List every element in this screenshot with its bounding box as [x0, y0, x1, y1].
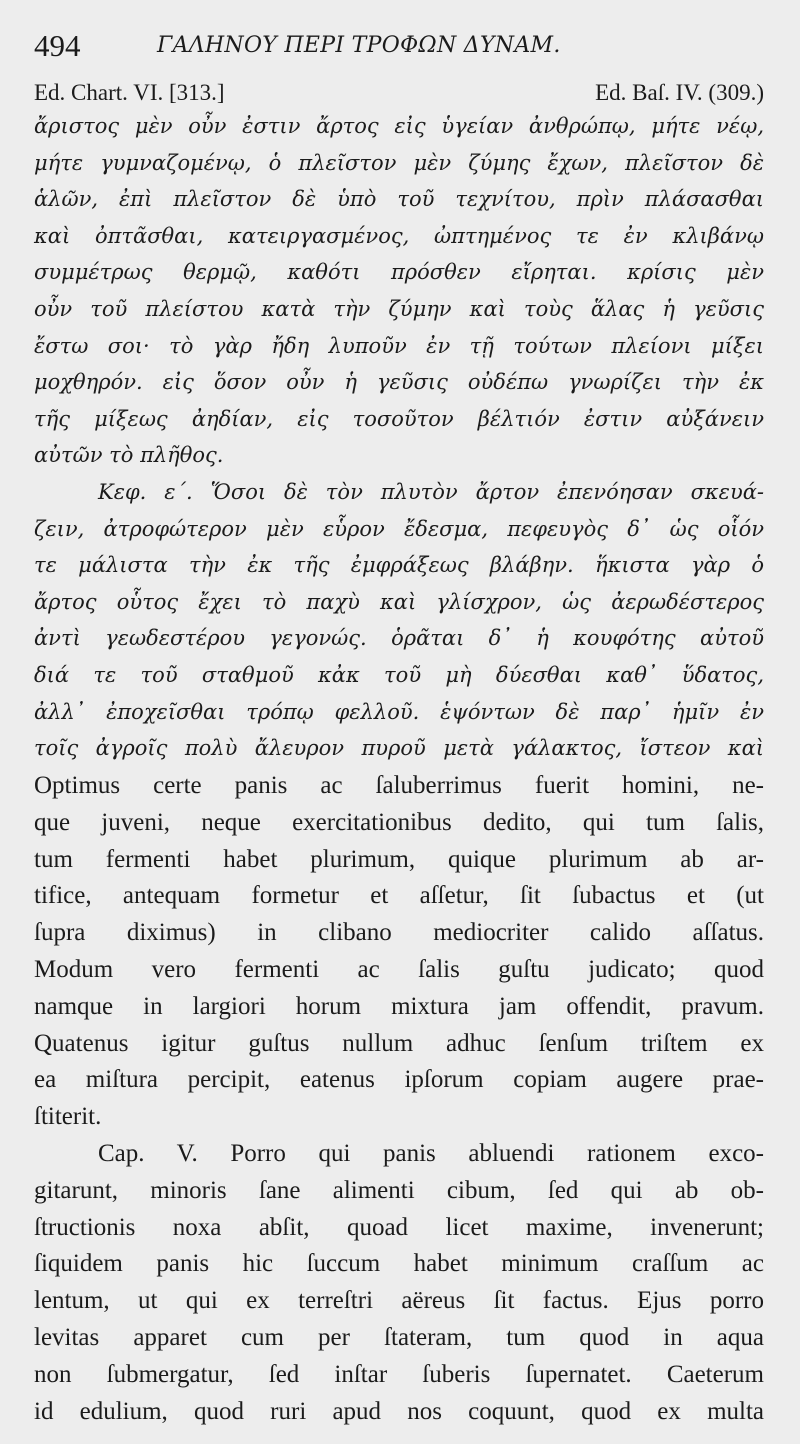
greek-line: διά τε τοῦ σταθμοῦ κἀκ τοῦ μὴ δύεσθαι καθ᾽ ὕδατος, [34, 662, 764, 687]
greek-line: ἄρτος οὗτος ἔχει τὸ παχὺ καὶ γλίσχρον, ὡς ἀερωδέστερος [34, 589, 764, 614]
edition-basel-reference: Ed. Baſ. IV. (309.) [595, 80, 764, 105]
greek-line: τοῖς ἀγροῖς πολὺ ἄλευρον πυροῦ μετὰ γάλακτος, ἴστεον καὶ [34, 736, 764, 761]
latin-line: lentum, ut qui ex terreſtri aëreus ſit factus. Ejus porro [34, 1287, 764, 1315]
latin-chapter-heading-line: Cap. V. Porro qui panis abluendi rationem exco- [98, 1139, 764, 1167]
greek-line: ἀντὶ γεωδεστέρου γεγονώς. ὁρᾶται δ᾽ ἡ κουφότης αὐτοῦ [34, 626, 764, 651]
greek-line: τε μάλιστα τὴν ἐκ τῆς ἐμφράξεως βλάβην. ἥκιστα γὰρ ὁ [34, 553, 764, 578]
page-header [34, 28, 764, 64]
greek-line: καὶ ὀπτᾶσθαι, κατειργασμένος, ὠπτημένος τε ἐν κλιβάνῳ [34, 223, 764, 248]
greek-chapter-heading-line: Κεφ. ε΄. Ὅσοι δὲ τὸν πλυτὸν ἄρτον ἐπενόησαν σκευά- [98, 479, 764, 504]
latin-line: ſtructionis noxa abſit, quoad licet maxime, invenerunt; [34, 1213, 764, 1241]
latin-line: ea miſtura percipit, eatenus ipſorum copiam augere prae- [34, 1066, 764, 1094]
greek-line: μοχθηρόν. εἰς ὅσον οὖν ἡ γεῦσις οὐδέπω γνωρίζει τὴν ἐκ [34, 370, 764, 395]
latin-line: levitas apparet cum per ſtateram, tum quod in aqua [34, 1323, 764, 1351]
latin-line: ſtiterit. [34, 1103, 102, 1131]
greek-text-block [34, 108, 764, 767]
greek-line: ἔστω σοι· τὸ γὰρ ἤδη λυποῦν ἐν τῇ τούτων πλείονι μίξει [34, 333, 764, 358]
greek-line: ζειν, ἀτροφώτερον μὲν εὗρον ἔδεσμα, πεφευγὸς δ᾽ ὡς οἷόν [34, 516, 764, 541]
edition-reference-line [34, 78, 764, 108]
greek-line: ἁλῶν, ἐπὶ πλεῖστον δὲ ὑπὸ τοῦ τεχνίτου, πρὶν πλάσασθαι [34, 187, 764, 212]
greek-line: ἀλλ᾽ ἐποχεῖσθαι τρόπῳ φελλοῦ. ἑψόντων δὲ παρ᾽ ἡμῖν ἐν [34, 699, 764, 724]
latin-line: ſiquidem panis hic ſuccum habet minimum craſſum ac [34, 1250, 764, 1278]
latin-line: id edulium, quod ruri apud nos coquunt, quod ex multa [34, 1397, 764, 1425]
greek-line: αὐτῶν τὸ πλῆθος. [34, 443, 224, 468]
latin-line: non ſubmergatur, ſed inſtar ſuberis ſupernatet. Caeterum [34, 1360, 764, 1388]
greek-line: συμμέτρως θερμῷ, καθότι πρόσθεν εἴρηται. κρίσις μὲν [34, 260, 764, 285]
latin-line: Optimus certe panis ac ſaluberrimus fuerit homini, ne- [34, 772, 764, 799]
latin-line: gitarunt, minoris ſane alimenti cibum, ſed qui ab ob- [34, 1176, 764, 1204]
greek-line: ἄριστος μὲν οὖν ἐστιν ἄρτος εἰς ὑγείαν ἀνθρώπῳ, μήτε νέῳ, [34, 114, 764, 138]
latin-line: que juveni, neque exercitationibus dedito, qui tum ſalis, [34, 808, 764, 836]
latin-line: Quatenus igitur guſtus nullum adhuc ſenſum triſtem ex [34, 1029, 764, 1057]
latin-line: tum fermenti habet plurimum, quique plurimum ab ar- [34, 845, 764, 873]
greek-line: μήτε γυμναζομένῳ, ὁ πλεῖστον μὲν ζύμης ἔχων, πλεῖστον δὲ [34, 150, 764, 175]
latin-line: ſupra diximus) in clibano mediocriter calido aſſatus. [34, 919, 764, 947]
greek-line: τῆς μίξεως ἀηδίαν, εἰς τοσοῦτον βέλτιόν ἐστιν αὐξάνειν [34, 406, 764, 431]
running-head: ΓΑΛΗΝΟΥ ΠΕΡΙ ΤΡΟΦΩΝ ΔΥΝΑΜ. [157, 33, 561, 58]
latin-text-block [34, 768, 764, 1430]
page-number: 494 [34, 28, 81, 63]
latin-line: Modum vero fermenti ac ſalis guſtu judicato; quod [34, 955, 764, 983]
greek-line: οὖν τοῦ πλείστου κατὰ τὴν ζύμην καὶ τοὺς ἅλας ἡ γεῦσις [34, 296, 764, 321]
edition-chartier-reference: Ed. Chart. VI. [313.] [34, 80, 225, 105]
latin-line: tifice, antequam formetur et aſſetur, ſit ſubactus et (ut [34, 882, 764, 910]
latin-line: namque in largiori horum mixtura jam offendit, pravum. [34, 992, 764, 1020]
